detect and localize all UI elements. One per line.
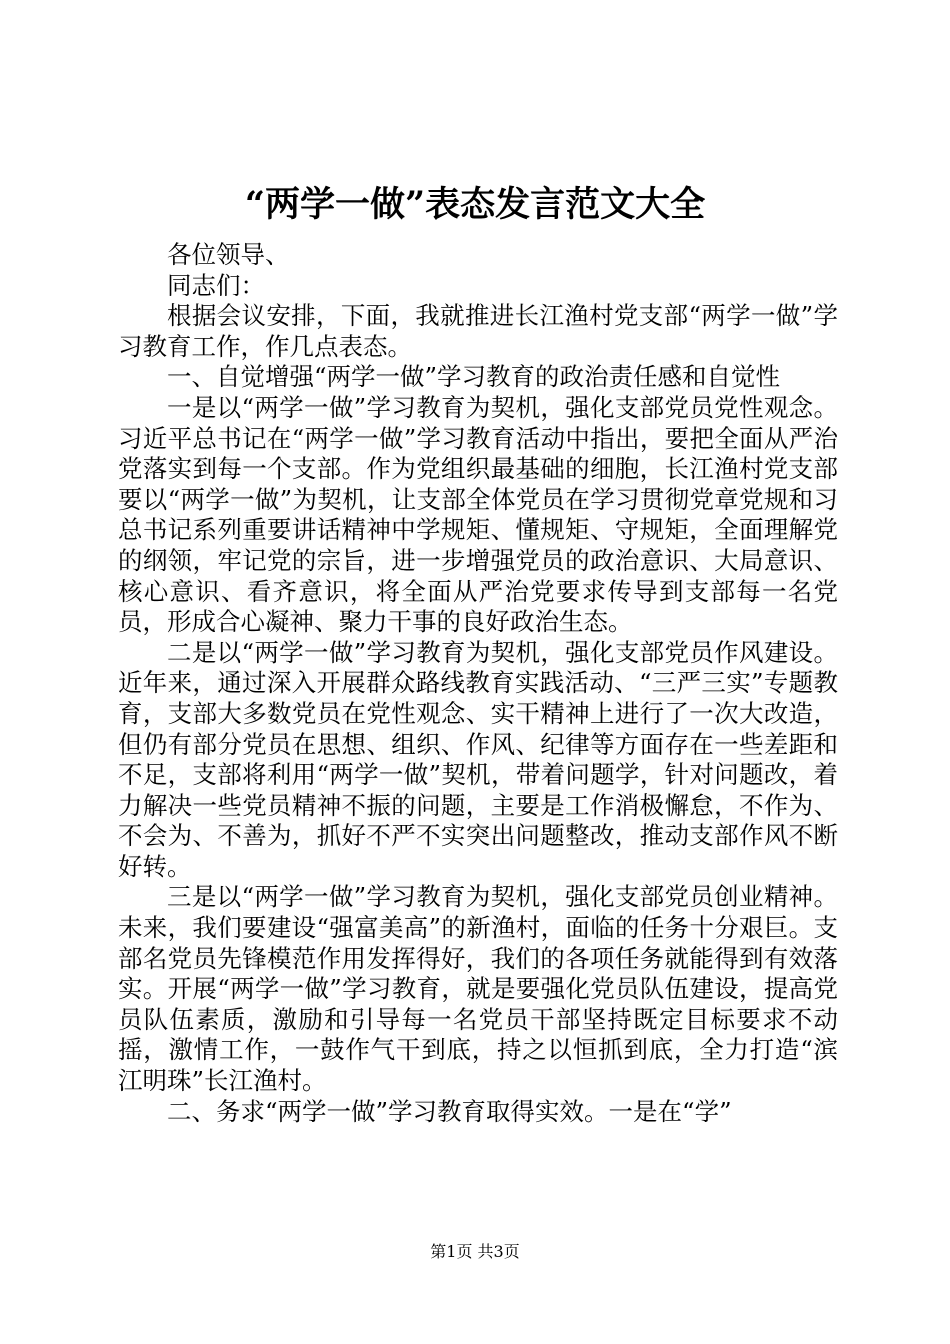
body-paragraph: 根据会议安排，下面，我就推进长江渔村党支部“两学一做”学习教育工作，作几点表态。 xyxy=(118,301,838,361)
body-paragraph: 二、务求“两学一做”学习教育取得实效。一是在“学” xyxy=(167,1096,732,1126)
body-paragraph: 三是以“两学一做”学习教育为契机，强化支部党员创业精神。未来，我们要建设“强富美高”的新渔村，面临的任务十分艰巨。支部名党员先锋模范作用发挥得好，我们的各项任务就能得到有效落实。开展“两学一做”学习教育，就是要强化党员队伍建设，提高党员队伍素质，激励和引导每一名党员干部坚持既定目标要求不动摇，激情工作，一鼓作气干到底，持之以恒抓到底，全力打造“滨江明珠”长江渔村。 xyxy=(118,882,838,1096)
document-body xyxy=(118,240,838,1127)
document-title: “两学一做”表态发言范文大全 xyxy=(244,184,706,225)
section-heading: 一、自觉增强“两学一做”学习教育的政治责任感和自觉性 xyxy=(167,362,781,392)
body-paragraph: 一是以“两学一做”学习教育为契机，强化支部党员党性观念。习近平总书记在“两学一做”学习教育活动中指出，要把全面从严治党落实到每一个支部。作为党组织最基础的细胞，长江渔村党支部要以“两学一做”为契机，让支部全体党员在学习贯彻党章党规和习总书记系列重要讲话精神中学规矩、懂规矩、守规矩，全面理解党的纲领，牢记党的宗旨，进一步增强党员的政治意识、大局意识、核心意识、看齐意识，将全面从严治党要求传导到支部每一名党员，形成合心凝神、聚力干事的良好政治生态。 xyxy=(118,392,838,637)
page-footer: 第1页 共3页 xyxy=(430,1242,520,1261)
salutation-line: 同志们： xyxy=(167,270,265,300)
body-paragraph: 二是以“两学一做”学习教育为契机，强化支部党员作风建设。近年来，通过深入开展群众路线教育实践活动、“三严三实”专题教育，支部大多数党员在党性观念、实干精神上进行了一次大改造，但仍有部分党员在思想、组织、作风、纪律等方面存在一些差距和不足，支部将利用“两学一做”契机，带着问题学，针对问题改，着力解决一些党员精神不振的问题，主要是工作消极懈怠，不作为、不会为、不善为，抓好不严不实突出问题整改，推动支部作风不断好转。 xyxy=(118,637,838,881)
salutation-line: 各位领导、 xyxy=(167,240,290,269)
